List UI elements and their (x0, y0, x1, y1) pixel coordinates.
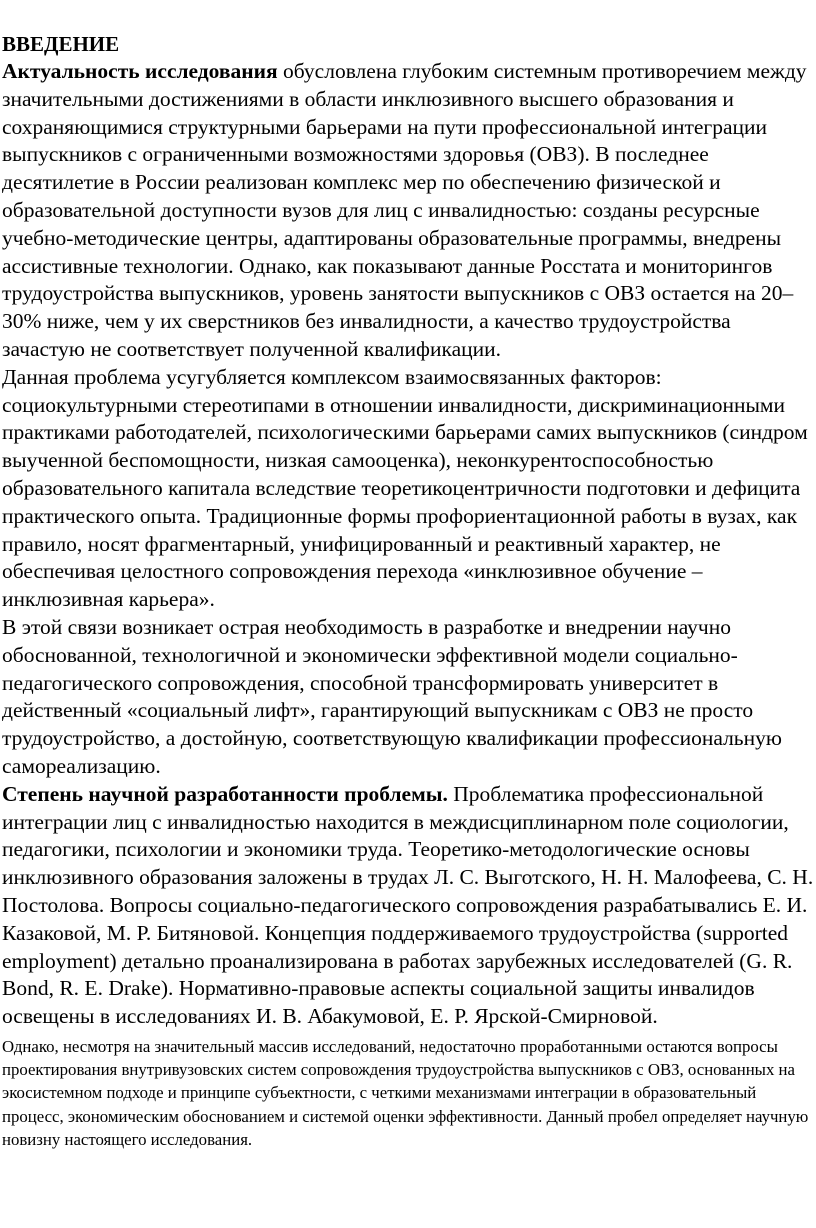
paragraph-novelty: Однако, несмотря на значительный массив исследований, недостаточно проработанными остаются вопросы проектирования внутривузовских систем сопровождения трудоустройства выпускников с ОВЗ, основанных на экосистемном подходе и принципе субъектности, с четкими механизмами интеграции в образовательный процесс, экономическим обоснованием и системой оценки эффективности. Данный пробел определяет научную новизну настоящего исследования. (2, 1036, 809, 1150)
paragraph-research-degree (2, 781, 814, 1031)
paragraph-relevance (2, 58, 814, 364)
paragraph-necessity (2, 614, 814, 781)
paragraph-text: Данная проблема усугубляется комплексом взаимосвязанных факторов: социокультурными стереотипами в отношении инвалидности, дискриминационными практиками работодателей, психологическими барьерами самих выпускников (синдром выученной беспомощности, низкая самооценка), неконкурентоспособностью образовательного капитала вследствие теоретикоцентричности подготовки и дефицита практического опыта. Традиционные формы профориентационной работы в вузах, как правило, носят фрагментарный, унифицированный и реактивный характер, не обеспечивая целостного сопровождения перехода «инклюзивное обучение – инклюзивная карьера». (2, 364, 808, 612)
paragraph-lead: Актуальность исследования (2, 59, 278, 83)
paragraph-text: обусловлена глубоким системным противоречием между значительными достижениями в области инклюзивного высшего образования и сохраняющимися структурными барьерами на пути профессиональной интеграции выпускников с ограниченными возможностями здоровья (ОВЗ). В последнее десятилетие в России реализован комплекс мер по обеспечению физической и образовательной доступности вузов для лиц с инвалидностью: созданы ресурсные учебно-методические центры, адаптированы образовательные программы, внедрены ассистивные технологии. Однако, как показывают данные Росстата и мониторингов трудоустройства выпускников, уровень занятости выпускников с ОВЗ остается на 20–30% ниже, чем у их сверстников без инвалидности, а качество трудоустройства зачастую не соответствует полученной квалификации. (2, 59, 807, 361)
section-heading: ВВЕДЕНИЕ (2, 32, 120, 56)
paragraph-text: Проблематика профессиональной интеграции лиц с инвалидностью находится в междисциплинарном поле социологии, педагогики, психологии и экономики труда. Теоретико-методологические основы инклюзивного образования заложены в трудах Л. С. Выготского, Н. Н. Малофеева, С. Н. Постолова. Вопросы социально-педагогического сопровождения разрабатывались Е. И. Казаковой, М. Р. Битяновой. Концепция поддерживаемого трудоустройства (supported employment) детально проанализирована в работах зарубежных исследователей (G. R. Bond, R. E. Drake). Нормативно-правовые аспекты социальной защиты инвалидов освещены в исследованиях И. В. Абакумовой, Е. Р. Ярской-Смирновой. (2, 781, 814, 1029)
paragraph-text: В этой связи возникает острая необходимость в разработке и внедрении научно обоснованной, технологичной и экономически эффективной модели социально-педагогического сопровождения, способной трансформировать университет в действенный «социальный лифт», гарантирующий выпускникам с ОВЗ не просто трудоустройство, а достойную, соответствующую квалификации профессиональную самореализацию. (2, 614, 782, 778)
paragraph-lead: Степень научной разработанности проблемы. (2, 781, 448, 806)
paragraph-problem-factors (2, 364, 814, 614)
